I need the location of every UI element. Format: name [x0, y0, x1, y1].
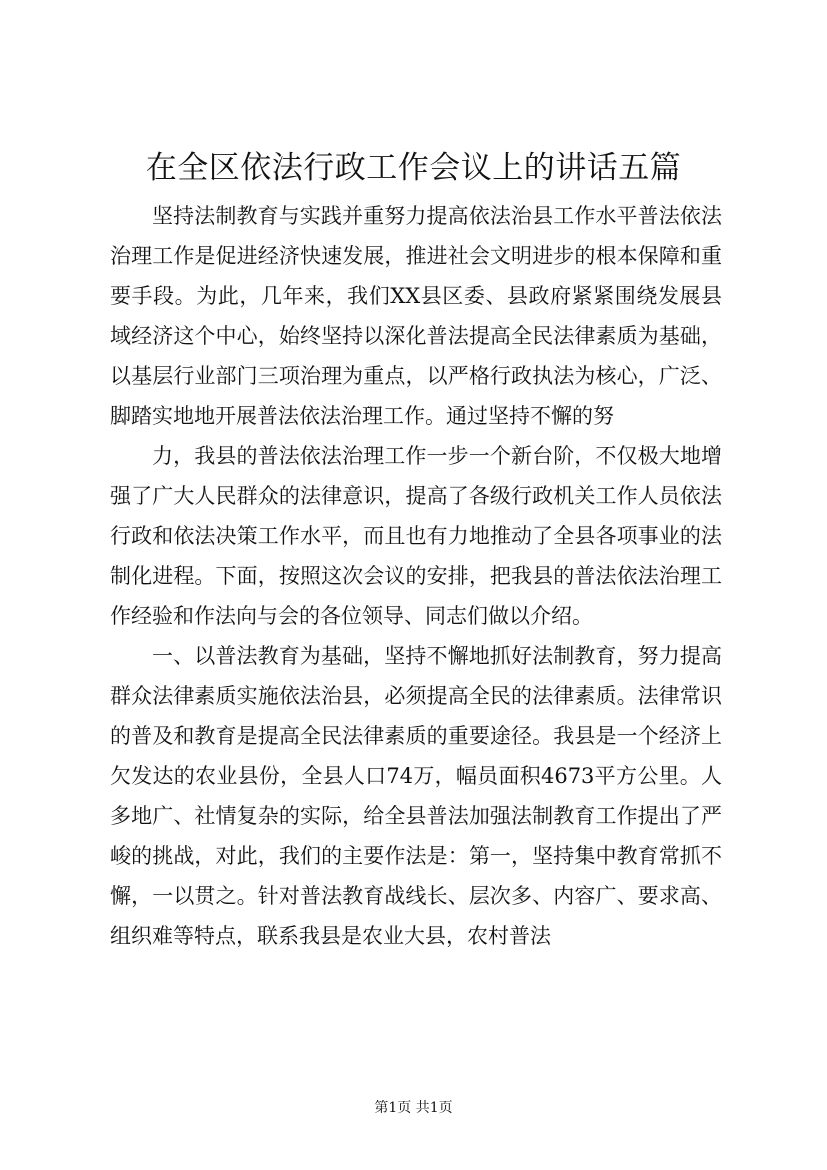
page-footer: 第1页 共1页 — [374, 1100, 453, 1116]
paragraph-2: 力，我县的普法依法治理工作一步一个新台阶，不仅极大地增强了广大人民群众的法律意识，提高了各级行政机关工作人员依法行政和依法决策工作水平，而且也有力地推动了全县各项事业的法制化进程。下面，按照这次会议的安排，把我县的普法依法治理工作经验和作法向与会的各位领导、同志们做以介绍。 — [110, 444, 722, 628]
document-body — [110, 196, 722, 956]
document-title: 在全区依法行政工作会议上的讲话五篇 — [145, 150, 682, 186]
paragraph-3: 一、以普法教育为基础，坚持不懈地抓好法制教育，努力提高群众法律素质实施依法治县，必须提高全民的法律素质。法律常识的普及和教育是提高全民法律素质的重要途径。我县是一个经济上欠发达的农业县份，全县人口74万，幅员面积4673平方公里。人多地广、社情复杂的实际，给全县普法加强法制教育工作提出了严峻的挑战，对此，我们的主要作法是：第一，坚持集中教育常抓不懈，一以贯之。针对普法教育战线长、层次多、内容广、要求高、组织难等特点，联系我县是农业大县，农村普法 — [110, 644, 722, 948]
paragraph-1: 坚持法制教育与实践并重努力提高依法治县工作水平普法依法治理工作是促进经济快速发展，推进社会文明进步的根本保障和重要手段。为此，几年来，我们XX县区委、县政府紧紧围绕发展县域经济这个中心，始终坚持以深化普法提高全民法律素质为基础，以基层行业部门三项治理为重点，以严格行政执法为核心，广泛、脚踏实地地开展普法依法治理工作。通过坚持不懈的努 — [110, 204, 722, 428]
